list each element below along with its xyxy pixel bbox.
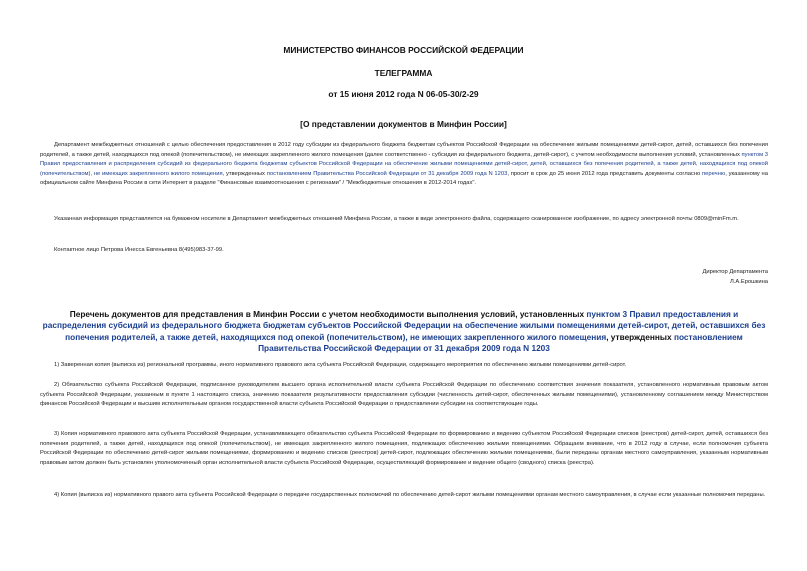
p1-text-a: Департамент межбюджетных отношений с целью обеспечения предоставления в 2012 году субсидии из федерального бюджета бюджетам субъектов Российской Федерации на обеспечение жилыми помещениями детей-сирот, детей, оставшихся без попечения родителей, а также детей, находящихся под опекой (попечительством), не имеющих закрепленного жилого помещения (далее соответственно - субсидия из федерального бюджета, детей-сирот), с учетом необходимости выполнения условий, установленных (40, 142, 768, 158)
ministry-heading: МИНИСТЕРСТВО ФИНАНСОВ РОССИЙСКОЙ ФЕДЕРАЦИИ (283, 45, 524, 55)
document-type: ТЕЛЕГРАММА (374, 68, 433, 78)
list-item-1: 1) Заверенная копия (выписка из) региональной программы, иного нормативного правового акта субъекта Российской Федерации, содержащего мероприятия по обеспечению жилыми помещениями детей-сирот. (54, 362, 627, 368)
body-paragraph-2: Указанная информация представляется на бумажном носителе в Департамент межбюджетных отношений Минфина России, а также в виде электронного файла, содержащего сканированное изображение, по адресу электронной почты 0809@minFm.m. (54, 216, 739, 222)
document-subject: [О представлении документов в Минфин России] (300, 119, 507, 129)
signature-name: Л.А.Ерошкина (729, 278, 768, 285)
signature-position: Директор Департамента (702, 269, 768, 275)
contact-person: Контактное лицо Петрова Инесса Евгеньевна 8(495)983-37-99. (54, 247, 224, 253)
list-item-3: 3) Копия нормативного правового акта субъекта Российской Федерации, устанавливающего обязательство субъекта Российской Федерации по формированию и ведению субъектом Российской Федерации списков (реестров) детей-сирот, детей, оставшихся без попечения родителей, а также детей, находящихся под опекой (попечительством), не имеющих закрепленного жилого помещения, подлежащих обеспечению жилыми помещениями. Обращаем внимание, что в 2012 году в случае, если полномочия субъекта Российской Федерации по обеспечению детей-сирот жилыми помещениями, формированию и ведению списков (реестров) детей-сирот, подлежащих обеспечению жилыми помещениями, были переданы органам местного самоуправления, указанным нормативным правовым актом должен быть установлен уполномоченный орган исполнительной власти субъекта Российской Федерации, осуществляющий формирование и ведение общего (сводного) списка (реестра). (40, 431, 768, 466)
list-title-link-rules[interactable]: пунктом 3 Правил предоставления и распределения субсидий из федерального бюджета бюджетам субъектов Российской Федерации на обеспечение жилыми помещениями детей-сирот, детей, оставшихся без попечения родителей, а также детей, находящихся под опекой (попечительством), не имеющих закрепленного жилого помещения (42, 309, 766, 342)
list-item-2: 2) Обязательство субъекта Российской Федерации, подписанное руководителем высшего органа исполнительной власти субъекта Российской Федерации по обеспечению соответствия значения показателя, установленного нормативным правовым актом субъекта Российской Федерации, указанным в пункте 1 настоящего списка, значению показателя результативности предоставления субсидии (численность детей-сирот, обеспеченных жилыми помещениями), установленному соглашением между Министерством финансов Российской Федерации и высшим исполнительным органом государственной власти субъекта Российской Федерации о предоставлении субсидии на соответствующие годы. (40, 382, 768, 408)
list-title (40, 309, 768, 355)
body-paragraph-1 (40, 141, 768, 189)
p1-text-d: , указанному на официальном сайте Минфина России в сети Интернет в разделе "Финансовые взаимоотношения с регионами" / "Межбюджетные отношения в 2012-2014 годах". (40, 170, 768, 187)
list-title-link-decree[interactable]: постановлением Правительства Российской Федерации от 31 декабря 2009 года N 1203 (258, 331, 743, 354)
link-government-decree[interactable]: постановлением Правительства Российской Федерации от 31 декабря 2009 года N 1203 (266, 170, 508, 177)
list-item-4: 4) Копия (выписка из) нормативного правого акта субъекта Российской Федерации о передаче государственных полномочий по обеспечению детей-сирот жилыми помещениями органам местного самоуправления, в случае если указанные полномочия переданы. (54, 492, 766, 498)
link-rules-point-3[interactable]: пунктом 3 Правил предоставления и распределения субсидий из федерального бюджета бюджетам субъектов Российской Федерации на обеспечение жилыми помещениями детей-сирот, детей, оставшихся без попечения родителей, а также детей, находящихся под опекой (попечительством), не имеющих закрепленного жилого помещения (40, 151, 768, 177)
p1-text-c: , просит в срок до 25 июня 2012 года представить документы согласно (507, 170, 703, 177)
signature-block (702, 268, 768, 287)
document-date-number: от 15 июня 2012 года N 06-05-30/2-29 (328, 89, 479, 99)
p1-text-b: , утвержденных (222, 170, 267, 177)
list-title-text-b: , утвержденных (606, 331, 674, 342)
link-list[interactable]: перечню (702, 170, 726, 177)
list-title-text-a: Перечень документов для представления в Минфин России с учетом необходимости выполнения условий, установленных (69, 309, 587, 319)
